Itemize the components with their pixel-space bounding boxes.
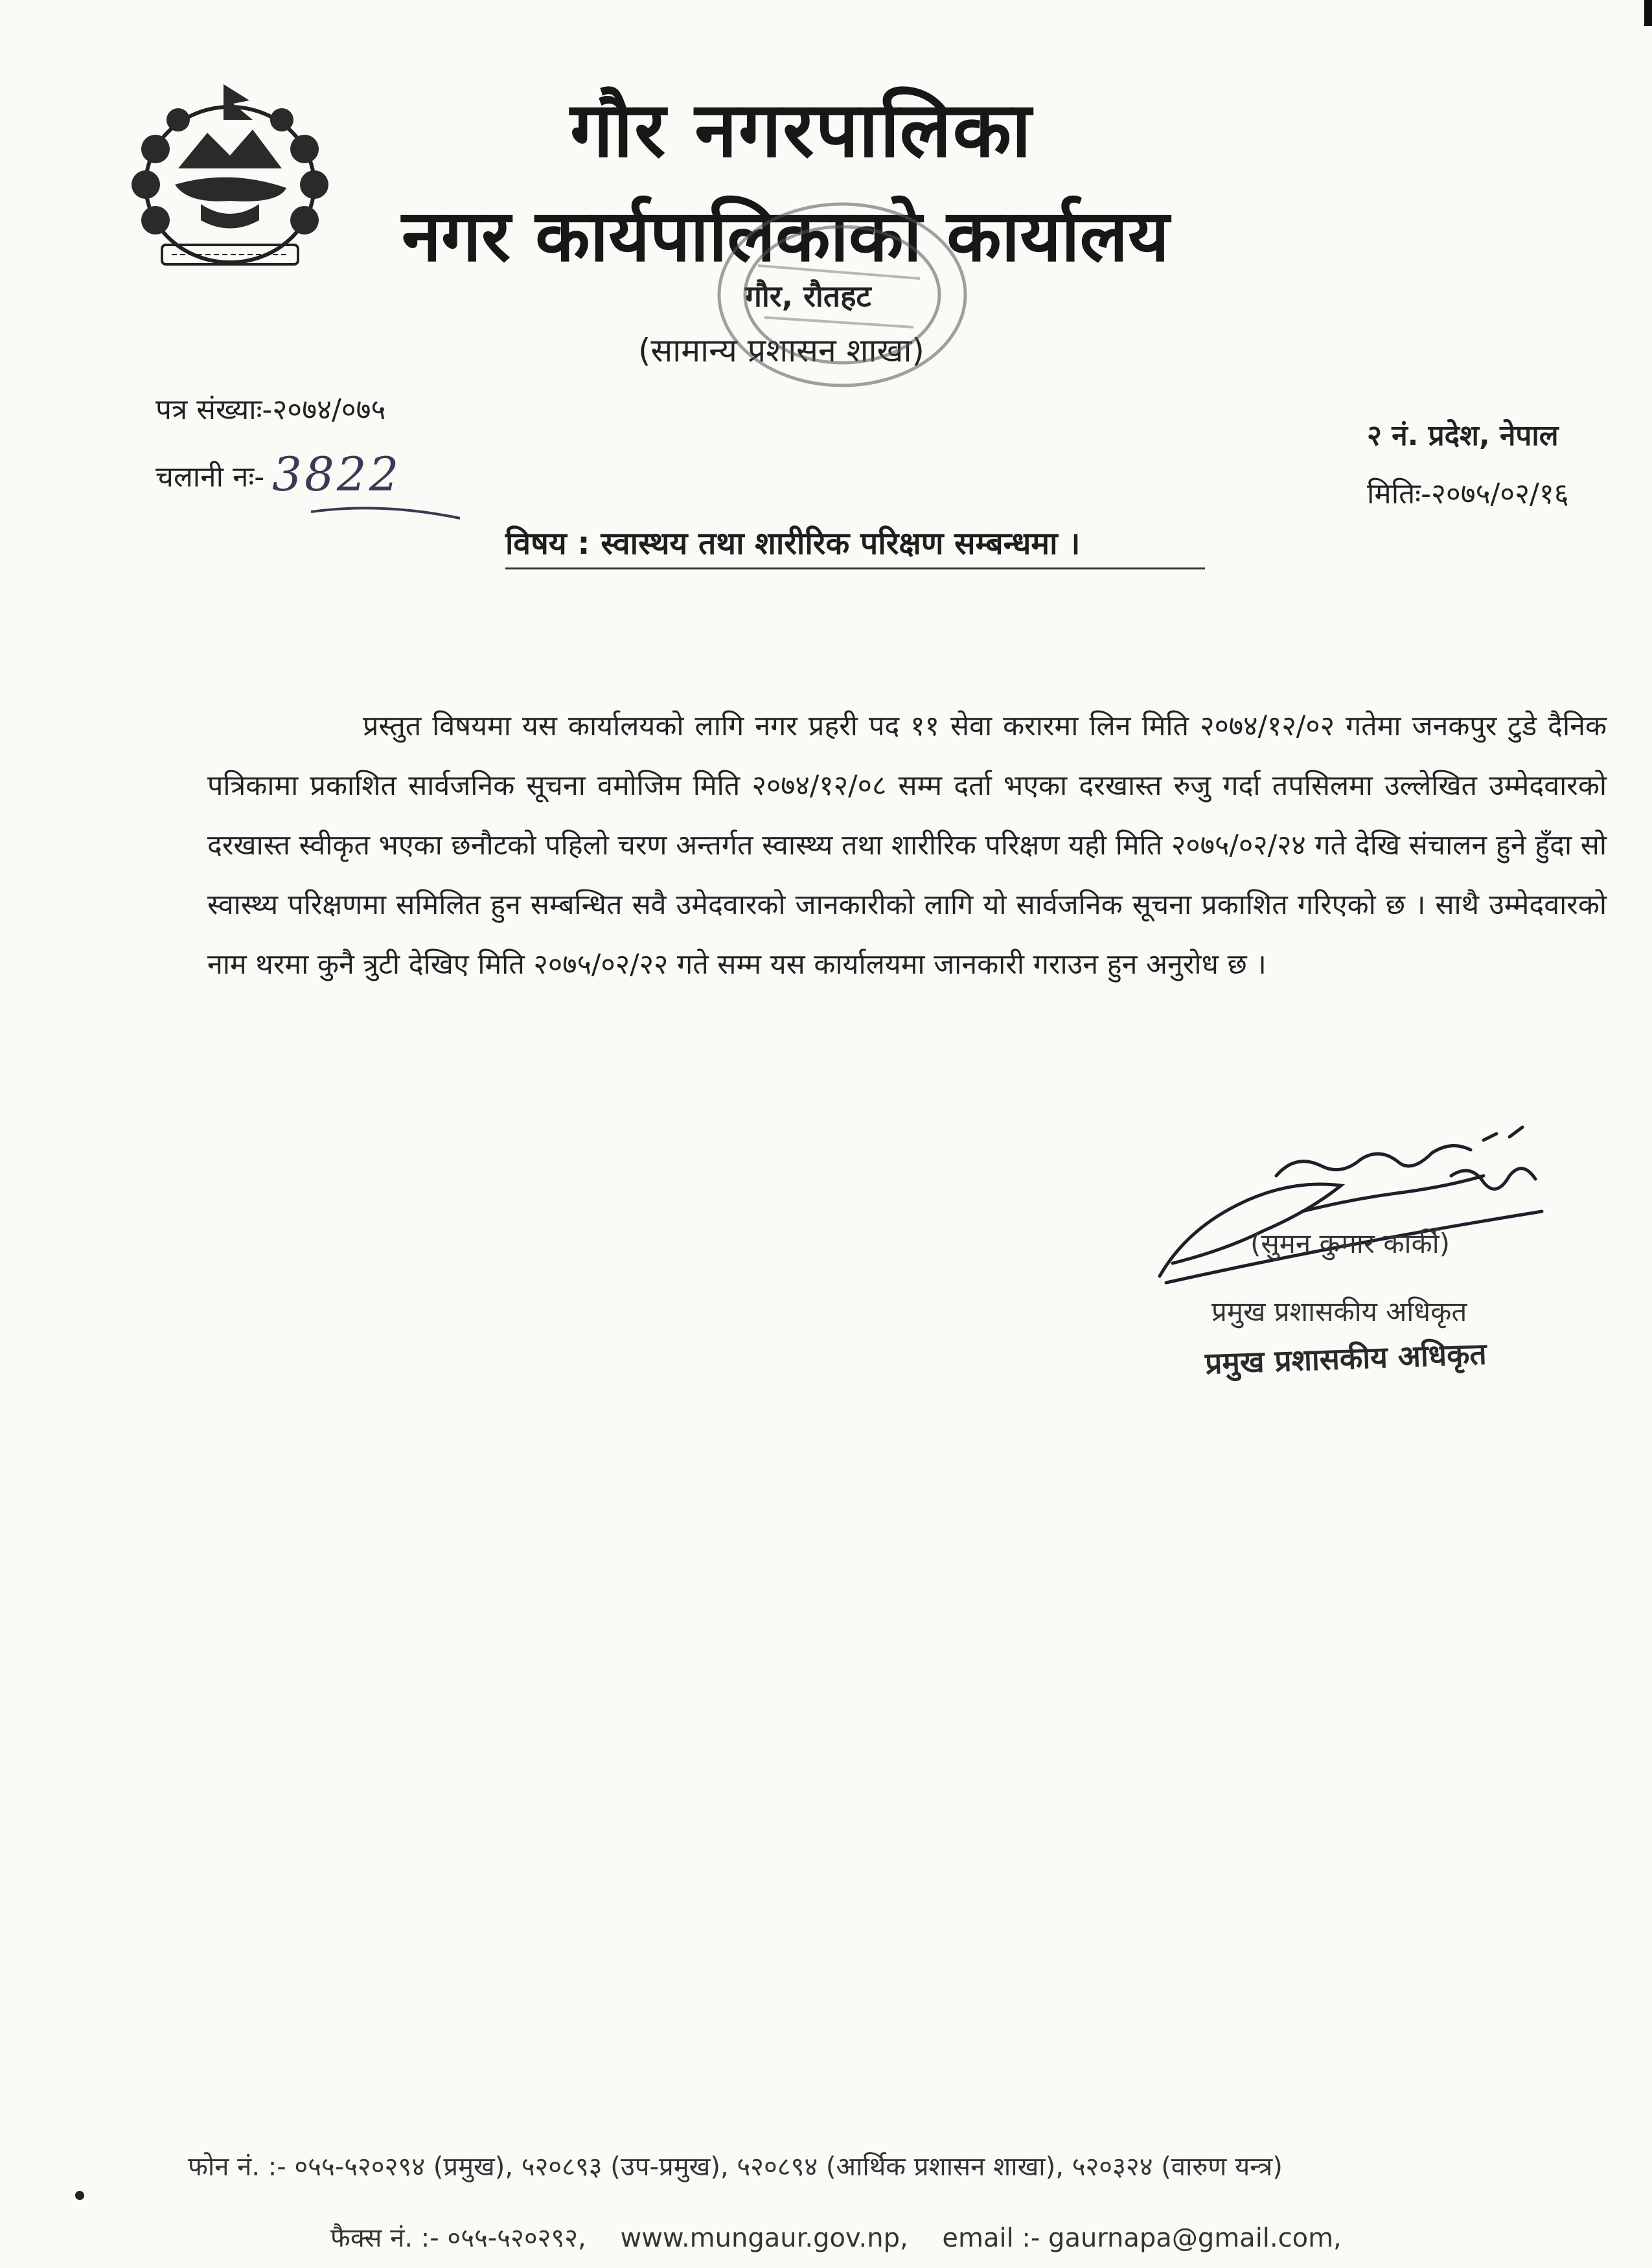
office-location: गौर, रौतहट: [745, 279, 871, 314]
footer-website: www.mungaur.gov.np,: [620, 2223, 908, 2253]
nepal-emblem-icon: [117, 71, 343, 285]
footer-fax: फैक्स नं. :- ०५५-५२०२९२,: [330, 2223, 586, 2253]
footer-contact: [330, 2219, 1368, 2254]
branch-name: (सामान्य प्रशासन शाखा): [638, 332, 924, 369]
scan-edge-mark: [1644, 0, 1652, 26]
dispatch-number-value: 3822: [272, 447, 402, 501]
scan-dot-mark: [75, 2191, 84, 2200]
letter-date: मितिः-२०७५/०२/१६: [1367, 477, 1569, 510]
footer-email: email :- gaurnapa@gmail.com,: [942, 2223, 1342, 2253]
dispatch-number-label: चलानी नः-: [155, 461, 265, 494]
footer-phone-numbers: फोन नं. :- ०५५-५२०२९४ (प्रमुख), ५२०८९३ (उप-प्रमुख), ५२०८९४ (आर्थिक प्रशासन शाखा), ५२०३२४ (वारुण यन्त्र): [188, 2152, 1283, 2182]
letter-number: पत्र संख्याः-२०७४/०७५: [155, 393, 386, 426]
office-name: नगर कार्यपालिकाको कार्यालय: [402, 194, 1169, 277]
province-label: २ नं. प्रदेश, नेपाल: [1367, 419, 1559, 452]
signer-name: (सुमन कुमार कार्की): [1250, 1228, 1450, 1259]
handwritten-underline-icon: [304, 466, 473, 525]
letter-subject: विषय : स्वास्थय तथा शारीरिक परिक्षण सम्बन्धमा ।: [505, 521, 1205, 569]
handwritten-signature-icon: [1147, 1114, 1574, 1289]
designation-stamp: प्रमुख प्रशासकीय अधिकृत: [1204, 1336, 1487, 1381]
letter-body: प्रस्तुत विषयमा यस कार्यालयको लागि नगर प्रहरी पद ११ सेवा करारमा लिन मिति २०७४/१२/०२ गतेमा जनकपुर टुडे दैनिक पत्रिकामा प्रकाशित सार्वजनिक सूचना वमोजिम मिति २०७४/१२/०८ सम्म दर्ता भएका दरखास्त रुजु गर्दा तपसिलमा उल्लेखित उम्मेदवारको दरखास्त स्वीकृत भएका छनौटको पहिलो चरण अन्तर्गत स्वास्थ्य तथा शारीरिक परिक्षण यही मिति २०७५/०२/२४ गते देखि संचालन हुने हुँदा सो स्वास्थ्य परिक्षणमा समिलित हुन सम्बन्धित सवै उमेदवारको जानकारीको लागि यो सार्वजनिक सूचना प्रकाशित गरिएको छ । साथै उम्मेदवारको नाम थरमा कुनै त्रुटी देखिए मिति २०७५/०२/२२ गते सम्म यस कार्यालयमा जानकारी गराउन हुन अनुरोध छ ।: [207, 710, 1607, 981]
signer-designation: प्रमुख प्रशासकीय अधिकृत: [1211, 1296, 1467, 1327]
municipality-name: गौर नगरपालिका: [570, 85, 1033, 174]
